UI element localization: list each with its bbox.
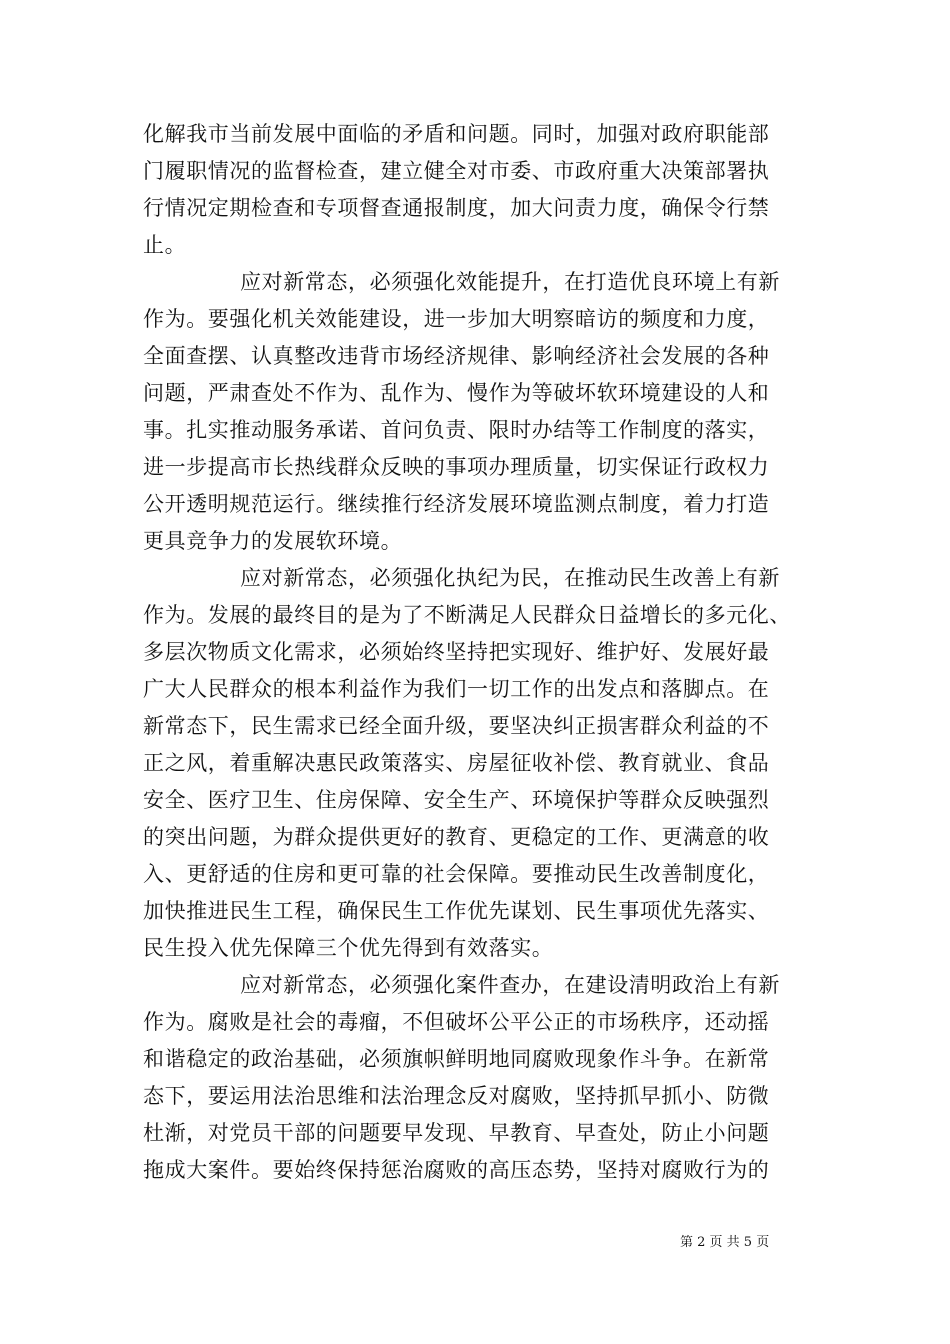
paragraph-first-line: 应对新常态，必须强化效能提升，在打造优良环境上有新 — [240, 270, 780, 294]
text-line: 正之风，着重解决惠民政策落实、房屋征收补偿、教育就业、食品 — [143, 751, 770, 775]
text-line: 加快推进民生工程，确保民生工作优先谋划、民生事项优先落实、 — [143, 899, 770, 923]
text-line: 入、更舒适的住房和更可靠的社会保障。要推动民生改善制度化， — [143, 862, 770, 886]
text-line: 作为。发展的最终目的是为了不断满足人民群众日益增长的多元化、 — [143, 603, 791, 627]
text-line: 拖成大案件。要始终保持惩治腐败的高压态势，坚持对腐败行为的 — [143, 1158, 770, 1182]
text-line: 行情况定期检查和专项督查通报制度，加大问责力度，确保令行禁 — [143, 196, 770, 220]
text-line: 进一步提高市长热线群众反映的事项办理质量，切实保证行政权力 — [143, 455, 770, 479]
text-line: 事。扎实推动服务承诺、首问负责、限时办结等工作制度的落实， — [143, 418, 770, 442]
text-line: 新常态下，民生需求已经全面升级，要坚决纠正损害群众利益的不 — [143, 714, 770, 738]
page-number-footer: 第 2 页 共 5 页 — [680, 1235, 770, 1250]
text-line: 和谐稳定的政治基础，必须旗帜鲜明地同腐败现象作斗争。在新常 — [143, 1047, 770, 1071]
text-line: 杜渐，对党员干部的问题要早发现、早教育、早查处，防止小问题 — [143, 1121, 770, 1145]
text-line: 安全、医疗卫生、住房保障、安全生产、环境保护等群众反映强烈 — [143, 788, 770, 812]
text-line: 态下，要运用法治思维和法治理念反对腐败，坚持抓早抓小、防微 — [143, 1084, 770, 1108]
text-line: 多层次物质文化需求，必须始终坚持把实现好、维护好、发展好最 — [143, 640, 770, 664]
text-line: 作为。腐败是社会的毒瘤，不但破坏公平公正的市场秩序，还动摇 — [143, 1010, 770, 1034]
text-line: 的突出问题，为群众提供更好的教育、更稳定的工作、更满意的收 — [143, 825, 770, 849]
text-line: 全面查摆、认真整改违背市场经济规律、影响经济社会发展的各种 — [143, 344, 770, 368]
paragraph-first-line: 应对新常态，必须强化执纪为民，在推动民生改善上有新 — [240, 566, 780, 590]
text-line: 止。 — [143, 233, 187, 257]
text-line: 更具竞争力的发展软环境。 — [143, 529, 403, 553]
text-line: 民生投入优先保障三个优先得到有效落实。 — [143, 936, 554, 960]
text-line: 公开透明规范运行。继续推行经济发展环境监测点制度，着力打造 — [143, 492, 770, 516]
text-line: 作为。要强化机关效能建设，进一步加大明察暗访的频度和力度， — [143, 307, 770, 331]
text-line: 问题，严肃查处不作为、乱作为、慢作为等破坏软环境建设的人和 — [143, 381, 770, 405]
text-line: 化解我市当前发展中面临的矛盾和问题。同时，加强对政府职能部 — [143, 122, 770, 146]
paragraph-first-line: 应对新常态，必须强化案件查办，在建设清明政治上有新 — [240, 973, 780, 997]
text-line: 门履职情况的监督检查，建立健全对市委、市政府重大决策部署执 — [143, 159, 770, 183]
text-line: 广大人民群众的根本利益作为我们一切工作的出发点和落脚点。在 — [143, 677, 770, 701]
